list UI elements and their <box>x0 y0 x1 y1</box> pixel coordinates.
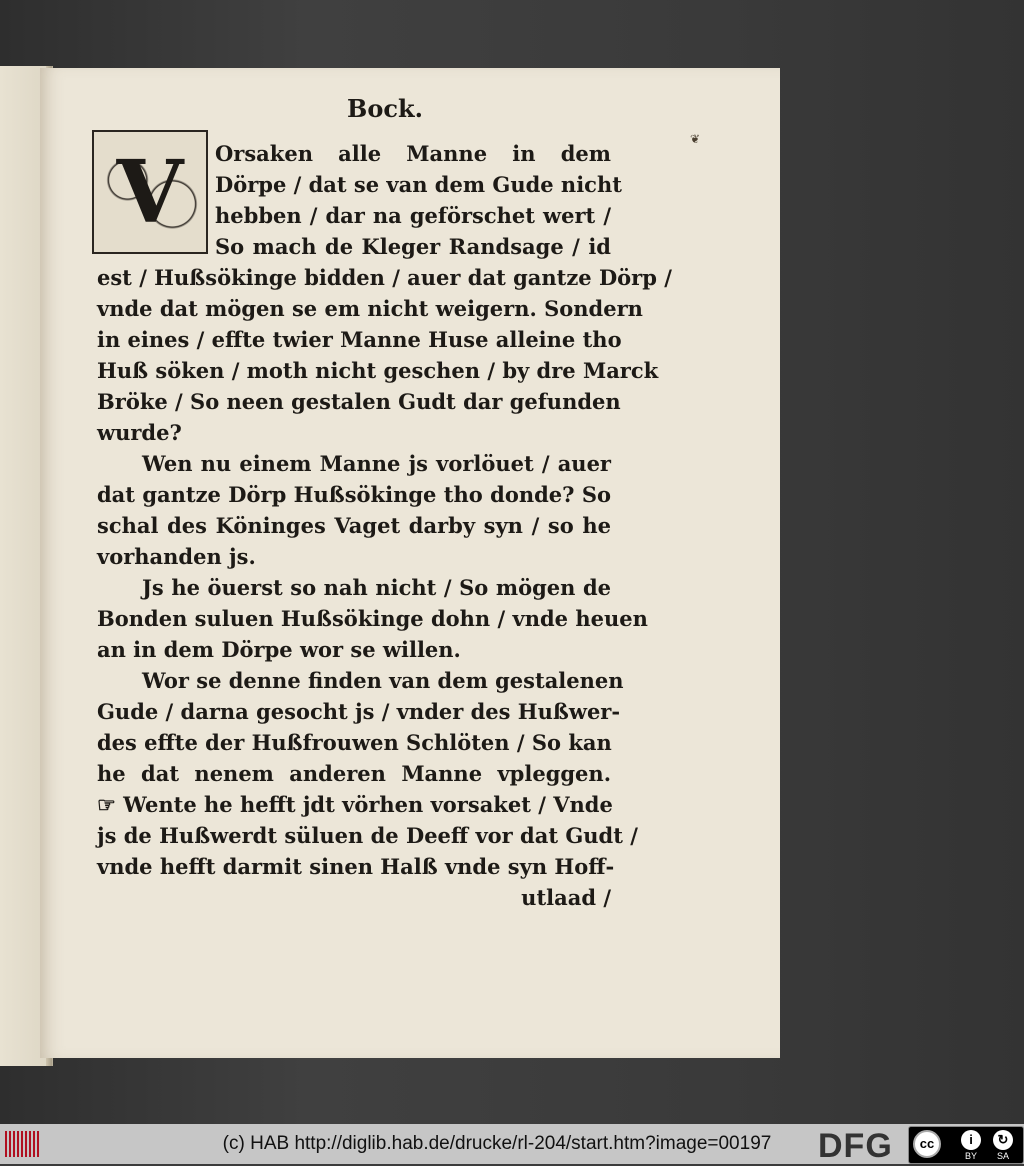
text-line: Orsaken alle Manne in dem <box>215 141 611 166</box>
text-line: hebben / dar na geförschet wert / <box>215 203 611 228</box>
dfg-logo[interactable]: DFG <box>818 1127 893 1165</box>
attribution-icon: i <box>961 1130 981 1150</box>
text-line: vorhanden js. <box>97 544 256 569</box>
decorated-initial: V <box>92 130 208 254</box>
credit-link[interactable]: (c) HAB http://diglib.hab.de/drucke/rl-204/start.htm?image=00197 <box>222 1133 772 1154</box>
text-line: ☞ Wente he hefft jdt vörhen vorsaket / Vnde <box>97 792 613 817</box>
text-line: wurde? <box>97 420 182 445</box>
margin-mark-icon: ❦ <box>690 132 701 146</box>
text-line: Gude / darna gesocht js / vnder des Hußwer- <box>97 699 621 724</box>
text-line: vnde hefft darmit sinen Halß vnde syn Hoff- <box>97 854 615 879</box>
text-line: So mach de Kleger Randsage / id <box>215 234 611 259</box>
text-line: vnde dat mögen se em nicht weigern. Sondern <box>97 296 643 321</box>
text-line: schal des Köninges Vaget darby syn / so he <box>97 513 611 538</box>
text-line: Huß söken / moth nicht geschen / by dre Marck <box>97 358 659 383</box>
text-line: des effte der Hußfrouwen Schlöten / So kan <box>97 730 612 755</box>
book-page <box>40 68 780 1058</box>
text-line: Dörpe / dat se van dem Gude nicht <box>215 172 622 197</box>
share-alike-icon: ↻ <box>993 1130 1013 1150</box>
text-line: Bröke / So neen gestalen Gudt dar gefunden <box>97 389 621 414</box>
sa-label: SA <box>997 1151 1010 1161</box>
text-line: he dat nenem anderen Manne vpleggen. <box>97 761 611 786</box>
footer-bar <box>0 1124 1024 1164</box>
text-line: est / Hußsökinge bidden / auer dat gantze Dörp / <box>97 265 672 290</box>
running-head: Bock. <box>347 94 423 123</box>
text-line: js de Hußwerdt süluen de Deeff vor dat Gudt / <box>97 823 638 848</box>
text-line: Wen nu einem Manne js vorlöuet / auer <box>142 451 611 476</box>
cc-icon: cc <box>913 1130 941 1158</box>
text-line: Js he öuerst so nah nicht / So mögen de <box>142 575 611 600</box>
body-text <box>97 138 672 913</box>
text-line: Bonden suluen Hußsökinge dohn / vnde heuen <box>97 606 648 631</box>
catchword: utlaad / <box>521 885 611 910</box>
cc-license-badge[interactable] <box>908 1126 1024 1164</box>
text-line: Wor se denne finden van dem gestalenen <box>142 668 624 693</box>
by-label: BY <box>965 1151 978 1161</box>
text-line: dat gantze Dörp Hußsökinge tho donde? So <box>97 482 611 507</box>
text-line: an in dem Dörpe wor se willen. <box>97 637 461 662</box>
text-line: in eines / effte twier Manne Huse alleine tho <box>97 327 622 352</box>
